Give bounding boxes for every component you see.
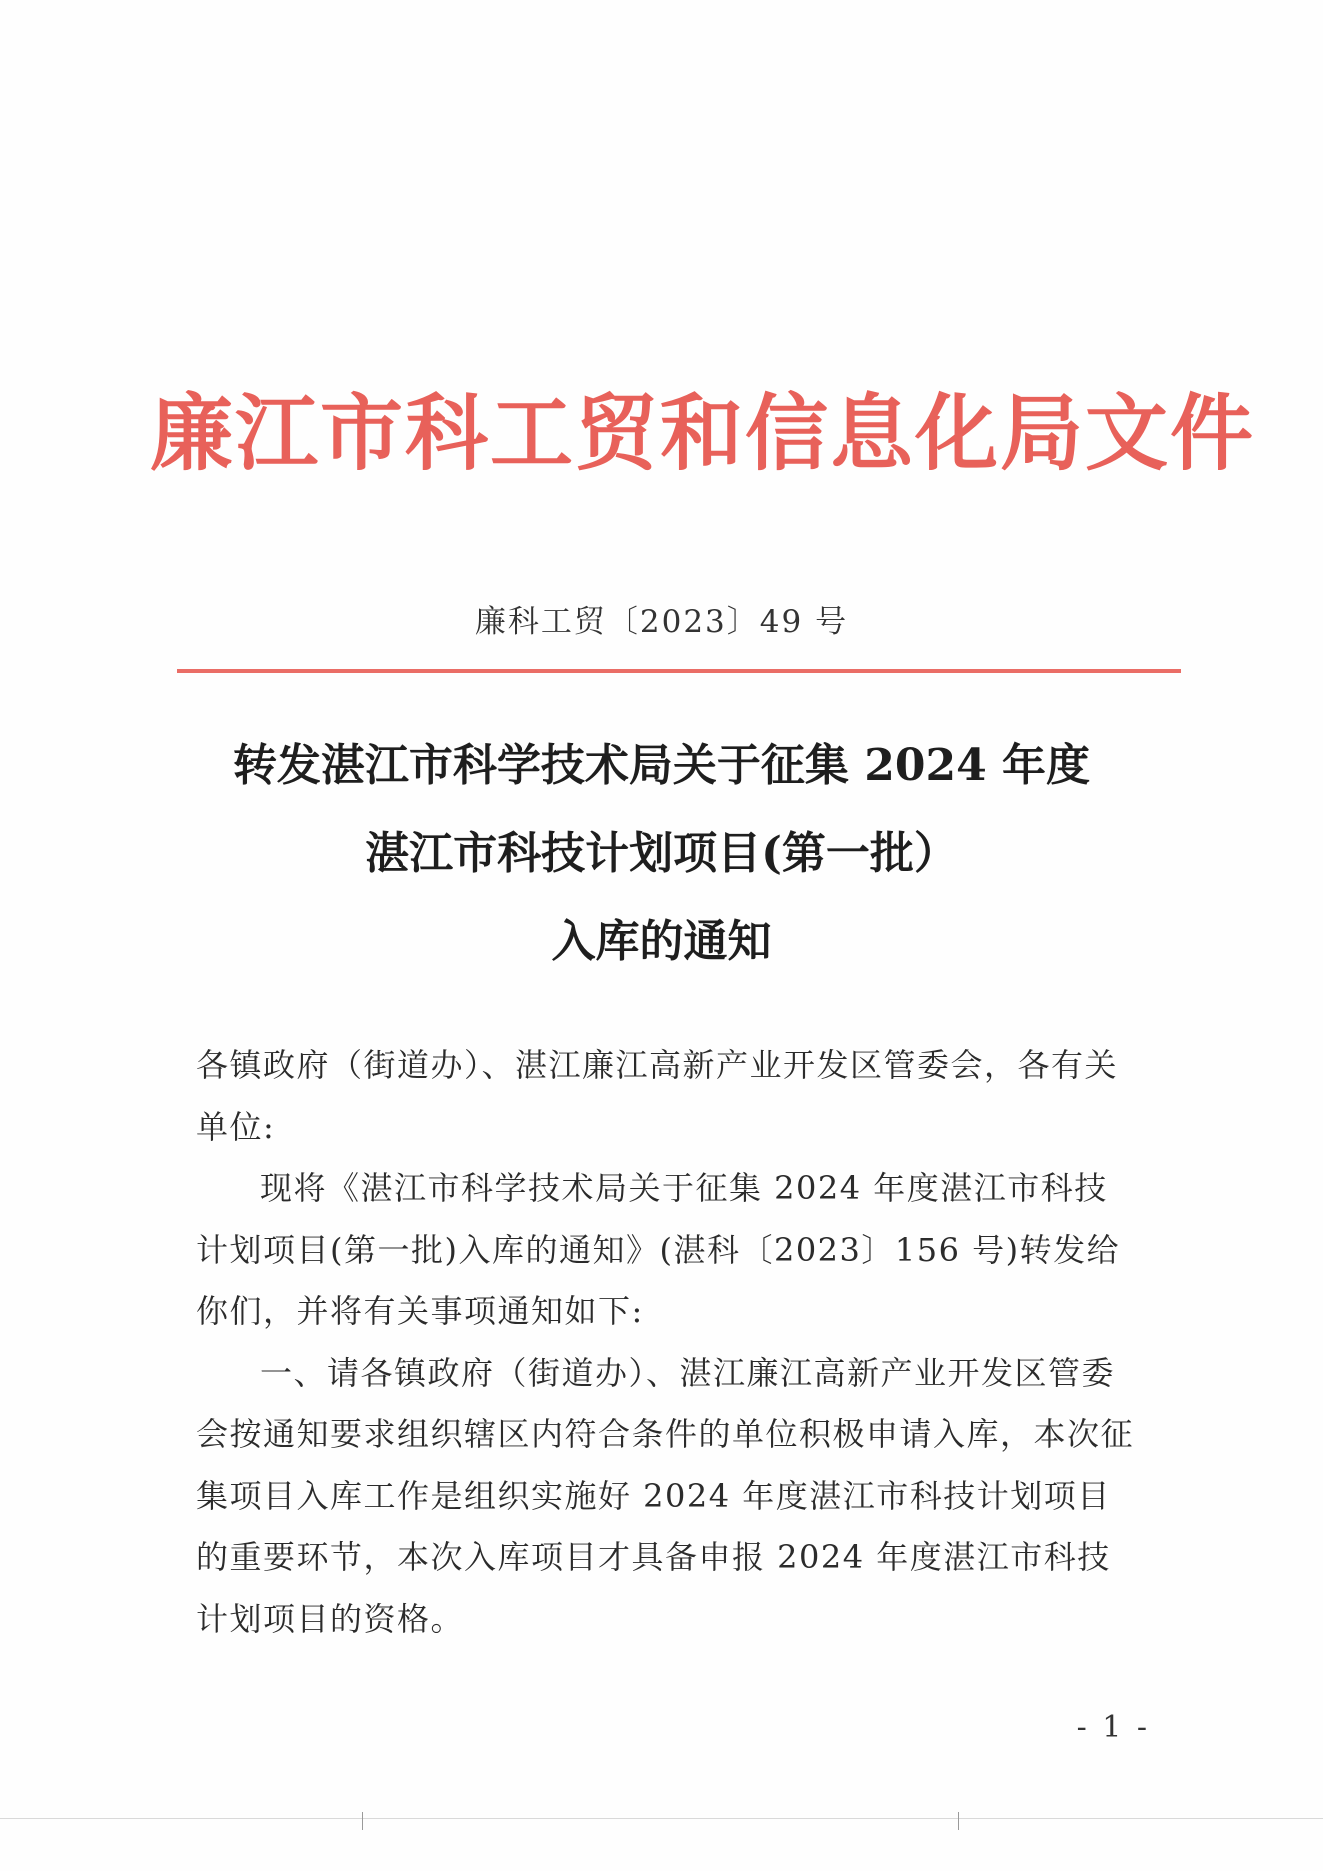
red-divider-line — [177, 669, 1181, 673]
binding-mark-right — [958, 1812, 959, 1830]
document-number: 廉科工贸〔2023〕49 号 — [474, 604, 849, 640]
binding-mark-left — [362, 1812, 363, 1830]
salutation: 各镇政府（街道办）、湛江廉江高新产业开发区管委会，各有关单位: — [196, 1046, 1119, 1146]
notice-title-line-1: 转发湛江市科学技术局关于征集 2024 年度 — [232, 740, 1091, 791]
notice-title-line-2: 湛江市科技计划项目(第一批） — [365, 828, 958, 879]
body-paragraph-1: 现将《湛江市科学技术局关于征集 2024 年度湛江市科技计划项目(第一批)入库的通知》(湛科〔2023〕156 号)转发给你们，并将有关事项通知如下: — [196, 1169, 1121, 1330]
notice-body — [196, 1035, 1136, 1650]
body-paragraph-2: 一、请各镇政府（街道办）、湛江廉江高新产业开发区管委会按通知要求组织辖区内符合条件的单位积极申请入库，本次征集项目入库工作是组织实施好 2024 年度湛江市科技计划项目的重要环节，本次入库项目才具备申报 2024 年度湛江市科技计划项目的资格。 — [196, 1353, 1135, 1638]
notice-title-line-3: 入库的通知 — [551, 916, 772, 967]
issuing-authority-header: 廉江市科工贸和信息化局文件 — [150, 384, 1255, 482]
page-number: - 1 - — [1076, 1710, 1150, 1745]
notice-title — [150, 722, 1173, 986]
scan-edge-line — [0, 1818, 1323, 1819]
